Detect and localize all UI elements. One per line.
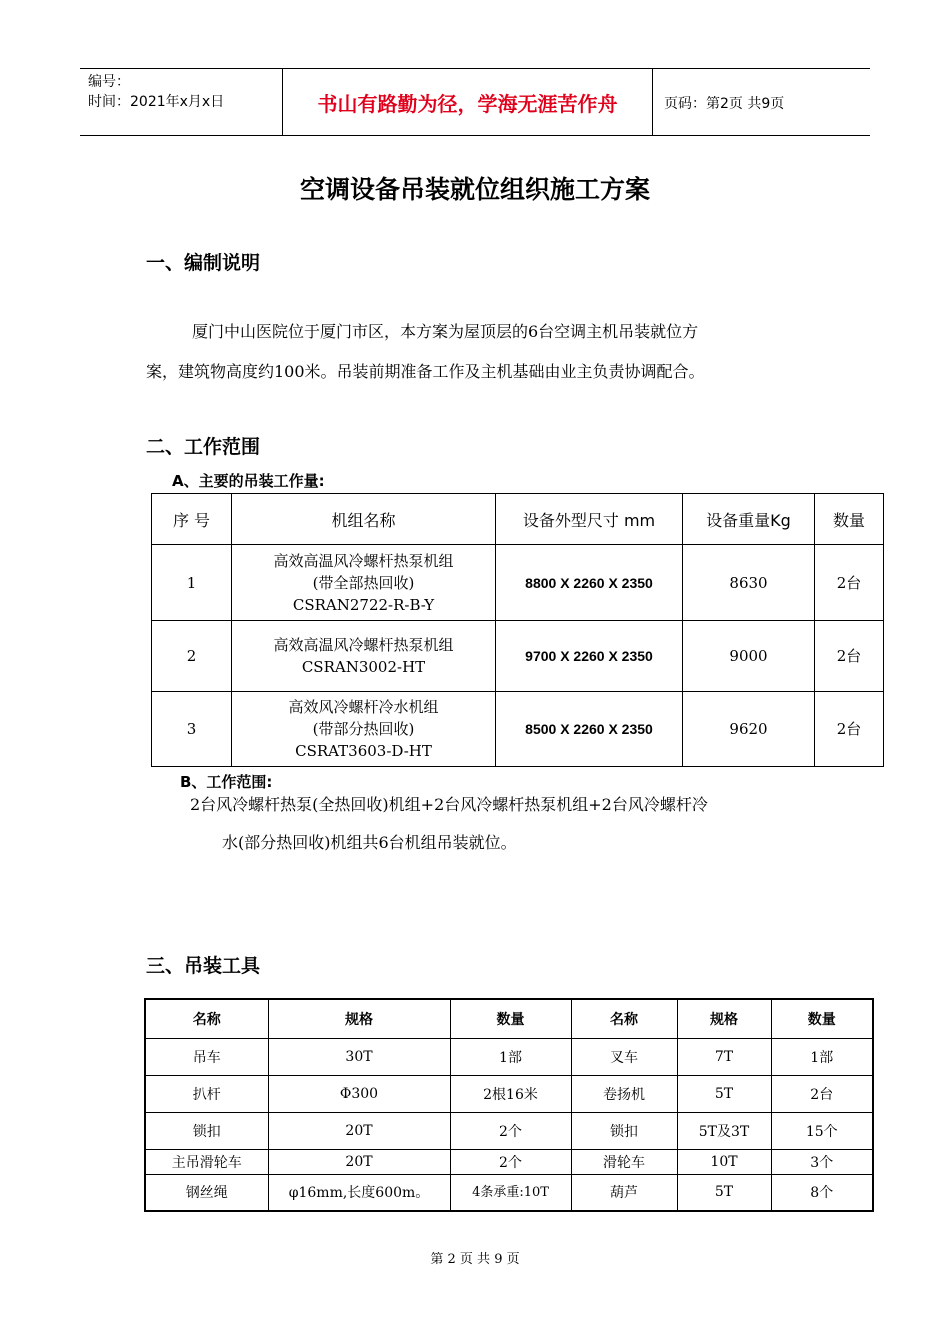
col-header-no: 序 号 <box>152 494 232 545</box>
tool-cell: 主吊滑轮车 <box>146 1149 268 1174</box>
tool-cell: 滑轮车 <box>571 1149 677 1174</box>
header-number: 编号： <box>88 74 130 90</box>
tool-cell: 扒杆 <box>146 1075 268 1112</box>
tools-col-spec: 规格 <box>677 1000 771 1038</box>
tool-cell: 7T <box>677 1038 771 1075</box>
table-row <box>152 545 884 621</box>
workload-header-row <box>152 494 884 545</box>
table-row <box>146 1038 872 1075</box>
table-row <box>152 621 884 692</box>
row-size: 8800 X 2260 X 2350 <box>496 545 683 621</box>
tool-cell: 4条承重:10T <box>450 1174 571 1210</box>
tool-cell: 锁扣 <box>146 1112 268 1149</box>
table-row <box>152 692 884 767</box>
tool-cell: 1部 <box>771 1038 872 1075</box>
row-no: 1 <box>152 545 232 621</box>
tools-col-qty: 数量 <box>771 1000 872 1038</box>
name-line: 高效风冷螺杆冷水机组 <box>288 698 439 716</box>
table-row <box>146 1112 872 1149</box>
name-line: (带部分热回收) <box>312 720 415 738</box>
row-qty: 2台 <box>815 692 884 767</box>
tool-cell: 吊车 <box>146 1038 268 1075</box>
tool-cell: 锁扣 <box>571 1112 677 1149</box>
tools-col-qty: 数量 <box>450 1000 571 1038</box>
tool-cell: 2个 <box>450 1112 571 1149</box>
section1-para-line2: 案，建筑物高度约100米。吊装前期准备工作及主机基础由业主负责协调配合。 <box>146 362 705 381</box>
name-line: CSRAN3002-HT <box>301 658 426 676</box>
workload-table <box>151 493 884 767</box>
name-line: 高效高温风冷螺杆热泵机组 <box>273 551 454 570</box>
page-footer: 第 2 页 共 9 页 <box>430 1252 520 1267</box>
row-name <box>232 545 496 621</box>
tool-cell: 5T及3T <box>677 1112 771 1149</box>
row-name <box>232 621 496 692</box>
name-line: 高效高温风冷螺杆热泵机组 <box>273 636 454 654</box>
tool-cell: 5T <box>677 1075 771 1112</box>
tool-cell: 葫芦 <box>571 1174 677 1210</box>
header-meta <box>88 72 224 112</box>
tool-cell: 2根16米 <box>450 1075 571 1112</box>
row-no: 2 <box>152 621 232 692</box>
row-qty: 2台 <box>815 621 884 692</box>
col-header-size: 设备外型尺寸 mm <box>496 494 683 545</box>
tools-col-name: 名称 <box>146 1000 268 1038</box>
row-weight: 8630 <box>683 545 815 621</box>
tool-cell: 30T <box>268 1038 450 1075</box>
tool-cell: 20T <box>268 1112 450 1149</box>
tools-table <box>146 1000 872 1210</box>
tools-table-frame <box>144 998 874 1212</box>
header-time: 时间：2021年x月x日 <box>88 94 225 110</box>
tools-col-name: 名称 <box>571 1000 677 1038</box>
tool-cell: 1部 <box>450 1038 571 1075</box>
table-row <box>146 1174 872 1210</box>
tool-cell: 10T <box>677 1149 771 1174</box>
tool-cell: 20T <box>268 1149 450 1174</box>
row-name <box>232 692 496 767</box>
tool-cell: φ16mm,长度600m。 <box>268 1174 450 1210</box>
col-header-qty: 数量 <box>815 494 884 545</box>
row-weight: 9620 <box>683 692 815 767</box>
header-page-info: 页码：第2页 共9页 <box>664 96 785 112</box>
row-size: 9700 X 2260 X 2350 <box>496 621 683 692</box>
section2-heading: 二、工作范围 <box>146 436 261 458</box>
scope-line1: 2台风冷螺杆热泵(全热回收)机组+2台风冷螺杆热泵机组+2台风冷螺杆冷 <box>190 795 708 814</box>
document-title: 空调设备吊装就位组织施工方案 <box>299 175 650 204</box>
row-size: 8500 X 2260 X 2350 <box>496 692 683 767</box>
tool-cell: 15个 <box>771 1112 872 1149</box>
section1-para-line1: 厦门中山医院位于厦门市区，本方案为屋顶层的6台空调主机吊装就位方 <box>192 322 699 341</box>
section2-sub-b: B、工作范围: <box>180 773 273 791</box>
tool-cell: 3个 <box>771 1149 872 1174</box>
tool-cell: 卷扬机 <box>571 1075 677 1112</box>
tool-cell: 2台 <box>771 1075 872 1112</box>
header-motto: 书山有路勤为径，学海无涯苦作舟 <box>317 91 618 116</box>
tool-cell: 钢丝绳 <box>146 1174 268 1210</box>
section3-heading: 三、吊装工具 <box>146 955 261 977</box>
tool-cell: 叉车 <box>571 1038 677 1075</box>
table-row <box>146 1075 872 1112</box>
section2-sub-a: A、主要的吊装工作量: <box>172 472 325 490</box>
name-line: CSRAT3603-D-HT <box>295 742 432 760</box>
tool-cell: 5T <box>677 1174 771 1210</box>
row-no: 3 <box>152 692 232 767</box>
tools-header-row <box>146 1000 872 1038</box>
row-weight: 9000 <box>683 621 815 692</box>
tool-cell: Φ300 <box>268 1075 450 1112</box>
row-qty: 2台 <box>815 545 884 621</box>
tools-col-spec: 规格 <box>268 1000 450 1038</box>
tool-cell: 8个 <box>771 1174 872 1210</box>
col-header-weight: 设备重量Kg <box>683 494 815 545</box>
col-header-name: 机组名称 <box>232 494 496 545</box>
section1-heading: 一、编制说明 <box>146 252 261 274</box>
name-line: (带全部热回收) <box>312 573 415 592</box>
scope-line2: 水(部分热回收)机组共6台机组吊装就位。 <box>222 833 517 852</box>
table-row <box>146 1149 872 1174</box>
name-line: CSRAN2722-R-B-Y <box>292 595 435 614</box>
tool-cell: 2个 <box>450 1149 571 1174</box>
